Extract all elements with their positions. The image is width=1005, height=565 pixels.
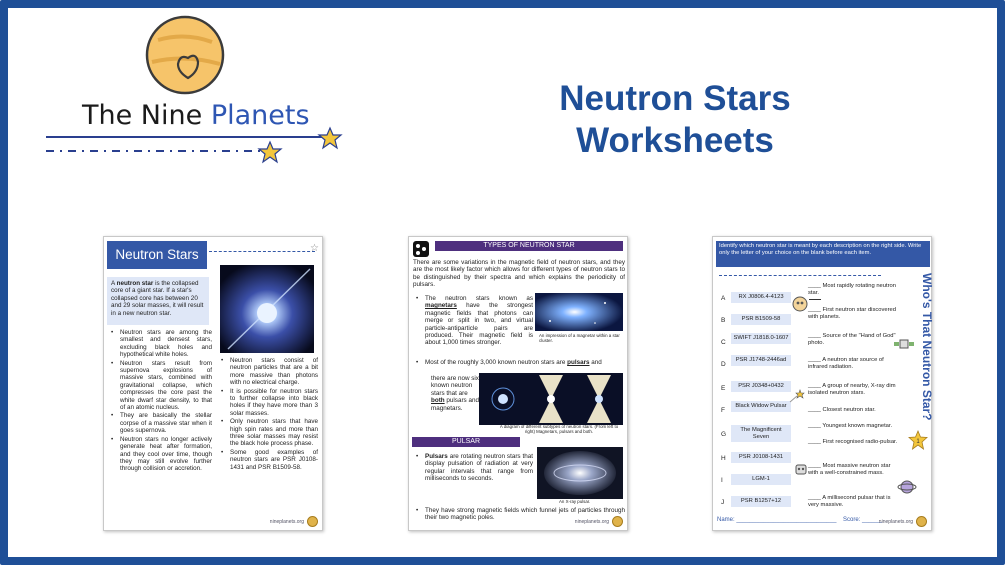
page3-instructions: Identify which neutron star is meant by each description on the right side. Write only the letter of your choice on the blank before each item. xyxy=(716,241,930,267)
description-item: ____ A group of nearby, X-ray dim isolated neutron stars. xyxy=(808,383,896,396)
row-letter: B xyxy=(721,317,726,324)
page3-vertical-title: Who's That Neutron Star? xyxy=(920,273,934,421)
list-item: • Neutron stars no longer actively generate heat after formation, and they cool over time, though they may still evolve further through collision or accretion. xyxy=(110,436,212,473)
xray-pulsar-image xyxy=(537,447,623,499)
page1-heading: Neutron Stars xyxy=(107,241,207,269)
score-label: Score: ______ xyxy=(843,516,883,523)
option-box: LGM-1 xyxy=(731,474,791,485)
row-letter: G xyxy=(721,431,727,438)
robot-icon xyxy=(791,459,811,479)
dna-icon xyxy=(412,240,430,258)
diagram-caption: A diagram of different subtypes of neutron stars. (From left to right) Magnetars, pulsars and both. xyxy=(499,424,619,434)
description-item: ____ Closest neutron star. xyxy=(808,407,876,413)
title-line-2: Worksheets xyxy=(576,121,774,160)
list-item: • Neutron stars result from supernova explosions of massive stars, combined with gravitational collapse, which compresses the core past the white dwarf star density, to that of an atomic nucleus. xyxy=(110,360,212,412)
row-letter: H xyxy=(721,455,726,462)
logo xyxy=(46,14,346,164)
page2-bullet-continued: there are now six known neutron stars that are both pulsars and magnetars. xyxy=(431,375,479,412)
list-item: • They are basically the stellar corpse of a massive star when it goes supernova. xyxy=(110,412,212,434)
title-line-1: Neutron Stars xyxy=(559,79,791,118)
description-item: ____ First recognised radio-pulsar. xyxy=(808,439,898,445)
page2-bullet-pulsar-def xyxy=(415,453,533,484)
page2-footer: nineplanets.org xyxy=(574,518,609,525)
planet-badge-icon xyxy=(612,516,623,527)
logo-underline xyxy=(46,126,346,171)
option-box: PSR B1257+12 xyxy=(731,496,791,507)
description-item: ____ Most massive neutron star with a well-constrained mass. xyxy=(808,463,891,476)
image-caption: An X-ray pulsar. xyxy=(559,499,591,504)
logo-text: The Nine Planets xyxy=(82,100,310,131)
description-item: ____ Most rapidly rotating neutron star. xyxy=(808,283,896,296)
list-item: • Most of the roughly 3,000 known neutron stars are pulsars and xyxy=(415,359,625,366)
page3-footer: nineplanets.org xyxy=(878,518,913,525)
page1-bullets-right xyxy=(220,357,318,472)
section-bar-types: TYPES OF NEUTRON STAR xyxy=(435,241,623,251)
page-title xyxy=(520,78,830,162)
answer-blank[interactable] xyxy=(809,299,821,300)
svg-text:1: 1 xyxy=(916,439,920,445)
list-item: • They have strong magnetic fields which funnel jets of particles through their two magnetic poles. xyxy=(415,507,625,522)
row-letter: C xyxy=(721,339,726,346)
neutron-star-image xyxy=(220,265,314,353)
option-box: PSR J0108-1431 xyxy=(731,452,791,463)
option-box: RX J0806.4-4123 xyxy=(731,292,791,303)
row-letter: I xyxy=(721,477,723,484)
magnetar-image xyxy=(535,293,623,331)
list-item: • Neutron stars are among the smallest and densest stars, excluding black holes and hypothetical white holes. xyxy=(110,329,212,359)
list-item: • Only neutron stars that have high spin rates and more than three solar masses may resist the black hole process phase. xyxy=(220,418,318,448)
neutron-subtypes-diagram xyxy=(479,373,623,425)
star-badge-icon xyxy=(909,431,927,449)
option-box: PSR J1748-2446ad xyxy=(731,355,791,366)
name-label: Name: ______________________________ xyxy=(717,516,837,523)
option-box: Black Widow Pulsar xyxy=(731,401,791,412)
list-item: • Some good examples of neutron stars are PSR J0108-1431 and PSR B1509-58. xyxy=(220,449,318,471)
star-icon: ☆ xyxy=(310,243,319,254)
option-box: SWIFT J1818.0-1607 xyxy=(731,333,791,344)
page1-heading-rule xyxy=(209,251,315,252)
list-item: • Pulsars are rotating neutron stars that display pulsation of radiation at very regular intervals that range from milliseconds to seconds. xyxy=(415,453,533,483)
list-item: • It is possible for neutron stars to further collapse into black holes if they have more than 3 solar masses. xyxy=(220,388,318,418)
row-letter: F xyxy=(721,407,725,414)
page2-bullet-pulsars xyxy=(415,359,625,367)
option-box: PSR B1509-58 xyxy=(731,314,791,325)
description-item: ____ First neutron star discovered with planets. xyxy=(808,307,896,320)
option-box: The Magnificent Seven xyxy=(731,425,791,442)
page3-dashed-rule xyxy=(719,275,881,276)
description-item: ____ Youngest known magnetar. xyxy=(808,423,893,429)
row-letter: D xyxy=(721,361,726,368)
page2-bullet-magnetars xyxy=(415,295,533,348)
description-item: ____ A millisecond pulsar that is very massive. xyxy=(808,495,891,508)
page2-intro: There are some variations in the magnetic field of neutron stars, and they are the most likely factor which allows for different types of neutron stars to be distinguished by their spectra and which explains the periodicity of pulsars. xyxy=(413,259,625,289)
row-letter: E xyxy=(721,385,726,392)
planet-icon xyxy=(897,477,917,497)
worksheet-page-2[interactable] xyxy=(408,236,628,531)
page1-bullets-left xyxy=(110,329,212,474)
list-item: • Neutron stars consist of neutron particles that are a bit more massive than photons with no electrical charge. xyxy=(220,357,318,387)
page1-footer: nineplanets.org xyxy=(269,518,304,525)
description-item: ____ Source of the "Hand of God" photo. xyxy=(808,333,896,346)
rocket-icon xyxy=(791,295,809,313)
list-item: • The neutron stars known as magnetars have the strongest magnetic fields that photons can merge or split in two, and virtual particle-antiparticle pairs are produced. Their magnetic field is about 1,000 times stronger. xyxy=(415,295,533,347)
row-letter: A xyxy=(721,295,726,302)
section-bar-pulsar: PULSAR xyxy=(412,437,520,447)
image-caption: An impression of a magnetar within a star cluster. xyxy=(539,333,620,343)
planet-badge-icon xyxy=(916,516,927,527)
option-box: PSR J0348+0432 xyxy=(731,381,791,392)
planet-badge-icon xyxy=(307,516,318,527)
row-letter: J xyxy=(721,499,725,506)
worksheet-page-1[interactable] xyxy=(103,236,323,531)
worksheet-page-3[interactable] xyxy=(712,236,932,531)
satellite-icon xyxy=(893,333,915,355)
page1-intro: A neutron star is the collapsed core of a giant star. If a star's collapsed core has between 20 and 29 solar masses, it will result in a new neutron star. xyxy=(107,277,209,325)
comet-icon xyxy=(787,387,805,405)
description-item: ____ A neutron star source of infrared radiation. xyxy=(808,357,884,370)
planet-logo-icon xyxy=(144,14,226,96)
